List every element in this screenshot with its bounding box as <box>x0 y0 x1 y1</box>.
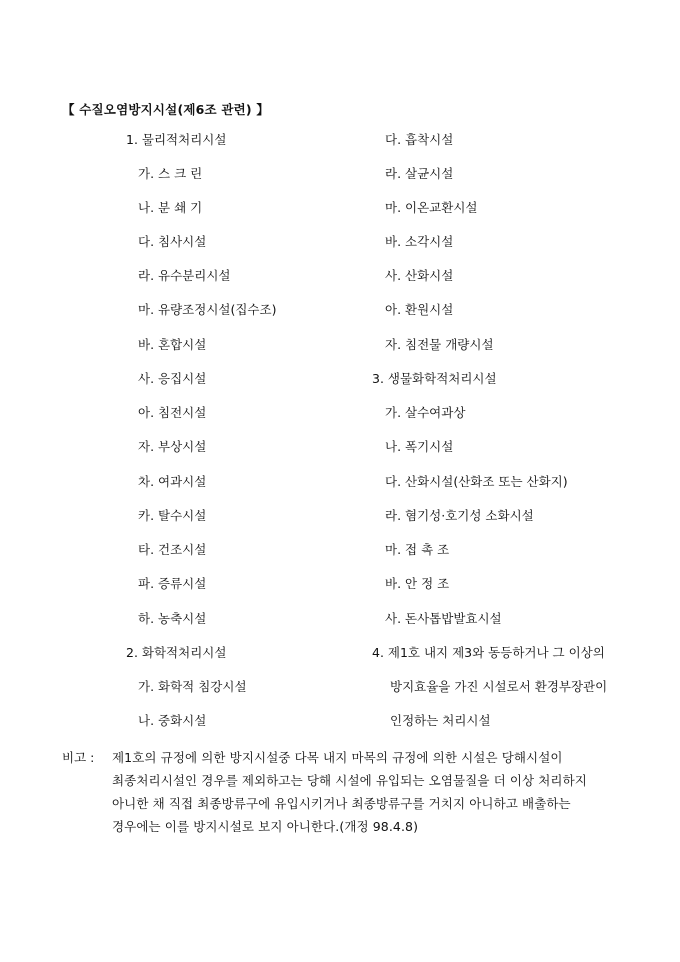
list-item: 가. 스 크 린 <box>138 166 203 181</box>
list-item: 나. 분 쇄 기 <box>138 200 203 215</box>
list-item: 라. 혐기성·호기성 소화시설 <box>385 508 534 523</box>
list-item: 자. 부상시설 <box>138 439 207 454</box>
list-item: 마. 접 촉 조 <box>385 542 450 557</box>
list-item-heading-3: 3. 생물화학적처리시설 <box>372 371 497 386</box>
list-item: 아. 침전시설 <box>138 405 207 420</box>
list-item: 바. 안 정 조 <box>385 576 450 591</box>
list-item: 바. 혼합시설 <box>138 337 207 352</box>
list-item: 바. 소각시설 <box>385 234 454 249</box>
note-line: 경우에는 이를 방지시설로 보지 아니한다.(개정 98.4.8) <box>112 819 419 834</box>
note-line: 최종처리시설인 경우를 제외하고는 당해 시설에 유입되는 오염물질을 더 이상 처리하지 <box>112 773 587 788</box>
list-item: 라. 살균시설 <box>385 166 454 181</box>
list-item: 라. 유수분리시설 <box>138 268 231 283</box>
list-item: 아. 환원시설 <box>385 302 454 317</box>
list-item: 자. 침전물 개량시설 <box>385 337 494 352</box>
list-item: 차. 여과시설 <box>138 474 207 489</box>
list-item: 사. 산화시설 <box>385 268 454 283</box>
note-line: 제1호의 규정에 의한 방지시설중 다목 내지 마목의 규정에 의한 시설은 당해시설이 <box>112 750 563 765</box>
list-item: 다. 침사시설 <box>138 234 207 249</box>
list-item: 카. 탈수시설 <box>138 508 207 523</box>
list-item-heading-1: 1. 물리적처리시설 <box>126 132 227 147</box>
list-item: 하. 농축시설 <box>138 611 207 626</box>
list-item: 가. 화학적 침강시설 <box>138 679 247 694</box>
list-item: 마. 유량조정시설(집수조) <box>138 302 277 317</box>
list-item: 나. 중화시설 <box>138 713 207 728</box>
note-line: 아니한 채 직접 최종방류구에 유입시키거나 최종방류구를 거치지 아니하고 배출하는 <box>112 796 571 811</box>
list-item-heading-2: 2. 화학적처리시설 <box>126 645 227 660</box>
list-item: 사. 돈사톱밥발효시설 <box>385 611 502 626</box>
list-item: 다. 산화시설(산화조 또는 산화지) <box>385 474 568 489</box>
list-item-continuation: 방지효율을 가진 시설로서 환경부장관이 <box>390 679 608 694</box>
list-item: 다. 흡착시설 <box>385 132 454 147</box>
list-item-heading-4: 4. 제1호 내지 제3와 동등하거나 그 이상의 <box>372 645 605 660</box>
list-item: 파. 증류시설 <box>138 576 207 591</box>
list-item: 마. 이온교환시설 <box>385 200 478 215</box>
page-title: 【 수질오염방지시설(제6조 관련) 】 <box>62 102 270 117</box>
note-label: 비고 : <box>62 750 95 765</box>
list-item: 타. 건조시설 <box>138 542 207 557</box>
list-item: 사. 응집시설 <box>138 371 207 386</box>
list-item: 나. 폭기시설 <box>385 439 454 454</box>
list-item: 가. 살수여과상 <box>385 405 466 420</box>
list-item-continuation: 인정하는 처리시설 <box>390 713 491 728</box>
